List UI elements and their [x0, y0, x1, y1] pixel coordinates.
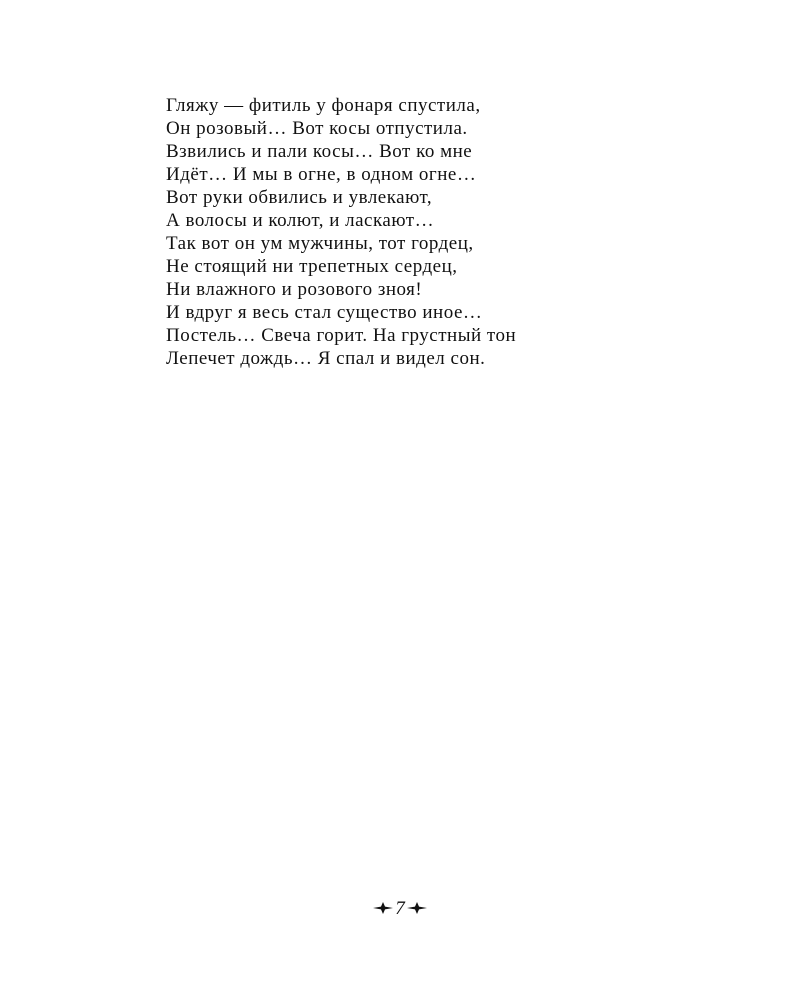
- poem-line: Ни влажного и розового зноя!: [166, 279, 423, 300]
- page-number: 7: [395, 897, 405, 919]
- four-point-star-ornament-icon: [373, 897, 393, 921]
- poem-line: Лепечет дождь… Я спал и видел сон.: [166, 348, 486, 369]
- poem-line: Идёт… И мы в огне, в одном огне…: [166, 164, 477, 185]
- four-point-star-ornament-icon: [407, 897, 427, 921]
- poem-line: Взвились и пали косы… Вот ко мне: [166, 141, 473, 162]
- poem-line: А волосы и колют, и ласкают…: [166, 210, 435, 231]
- poem-line: Гляжу — фитиль у фонаря спустила,: [166, 95, 481, 116]
- page-number-footer: [0, 896, 800, 921]
- poem-text: [166, 94, 516, 370]
- poem-line: Постель… Свеча горит. На грустный тон: [166, 325, 517, 346]
- poem-line: Не стоящий ни трепетных сердец,: [166, 256, 458, 277]
- poem-line: Так вот он ум мужчины, тот гордец,: [166, 233, 474, 254]
- poem-line: И вдруг я весь стал существо иное…: [166, 302, 483, 323]
- poem-line: Он розовый… Вот косы отпустила.: [166, 118, 468, 139]
- poem-line: Вот руки обвились и увлекают,: [166, 187, 433, 208]
